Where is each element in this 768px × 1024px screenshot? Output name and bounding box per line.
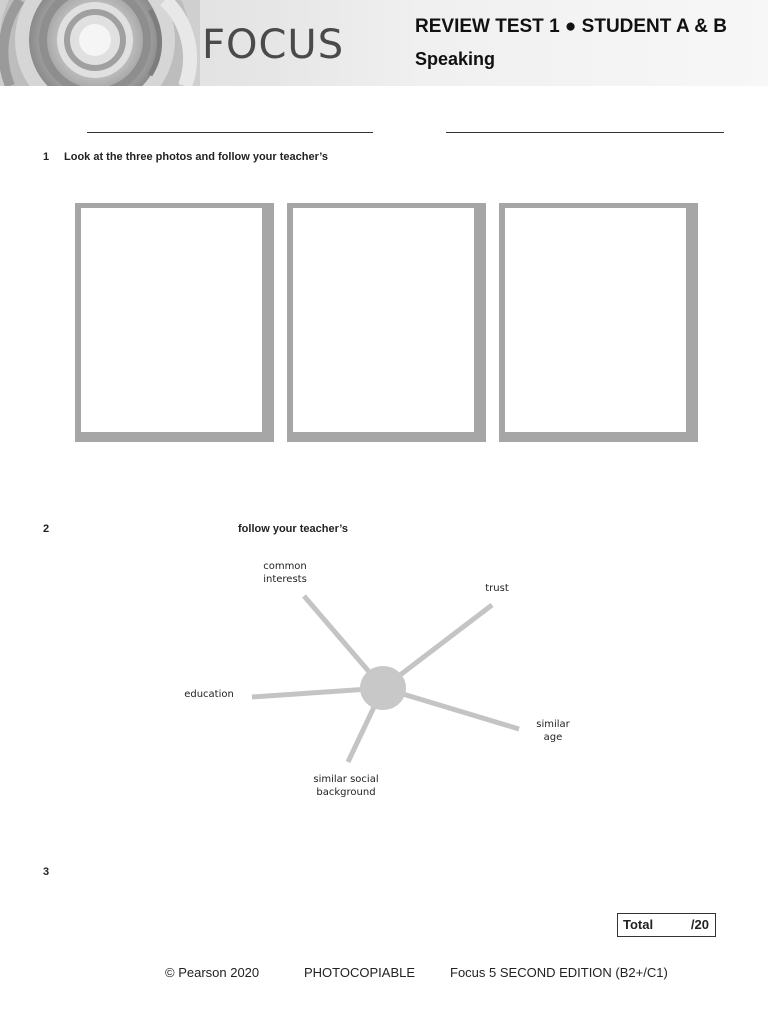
photo-frame-1 — [75, 203, 274, 442]
label-similar-age: similar age — [536, 719, 570, 743]
photo-placeholder — [81, 208, 262, 432]
photo-frame-3 — [499, 203, 698, 442]
total-score: /20 — [690, 917, 709, 932]
photo-placeholder — [505, 208, 686, 432]
mind-map — [0, 540, 768, 820]
test-subtitle: Speaking — [415, 49, 496, 69]
class-line[interactable] — [446, 132, 724, 133]
task-1-number: 1 — [43, 151, 50, 163]
label-similar-social-background: similar social background — [313, 774, 379, 798]
name-line[interactable] — [87, 132, 373, 133]
focus-logo-graphic — [0, 0, 200, 86]
footer-edition: Focus 5 SECOND EDITION (B2+/C1) — [450, 965, 668, 980]
total-label: Total — [623, 917, 654, 932]
label-education: education — [184, 689, 234, 700]
label-common-interests: common interests — [263, 561, 307, 585]
footer-photocopiable: PHOTOCOPIABLE — [304, 965, 416, 980]
label-trust: trust — [485, 583, 509, 594]
footer-copyright: © Pearson 2020 — [165, 965, 260, 980]
task-2-instruction: follow your teacher’s — [238, 523, 349, 535]
photo-placeholder — [293, 208, 474, 432]
test-title: REVIEW TEST 1 ● STUDENT A & B — [415, 16, 727, 37]
photo-frame-2 — [287, 203, 486, 442]
task-2-number: 2 — [43, 523, 50, 535]
brand-name: FOCUS — [202, 22, 345, 68]
task-1-instruction: Look at the three photos and follow your teacher’s — [64, 151, 329, 163]
header-banner — [0, 0, 768, 86]
mind-map-hub — [360, 666, 406, 710]
task-3-number: 3 — [43, 866, 50, 878]
mind-map-diagram — [0, 540, 768, 820]
total-score-box — [617, 913, 716, 937]
